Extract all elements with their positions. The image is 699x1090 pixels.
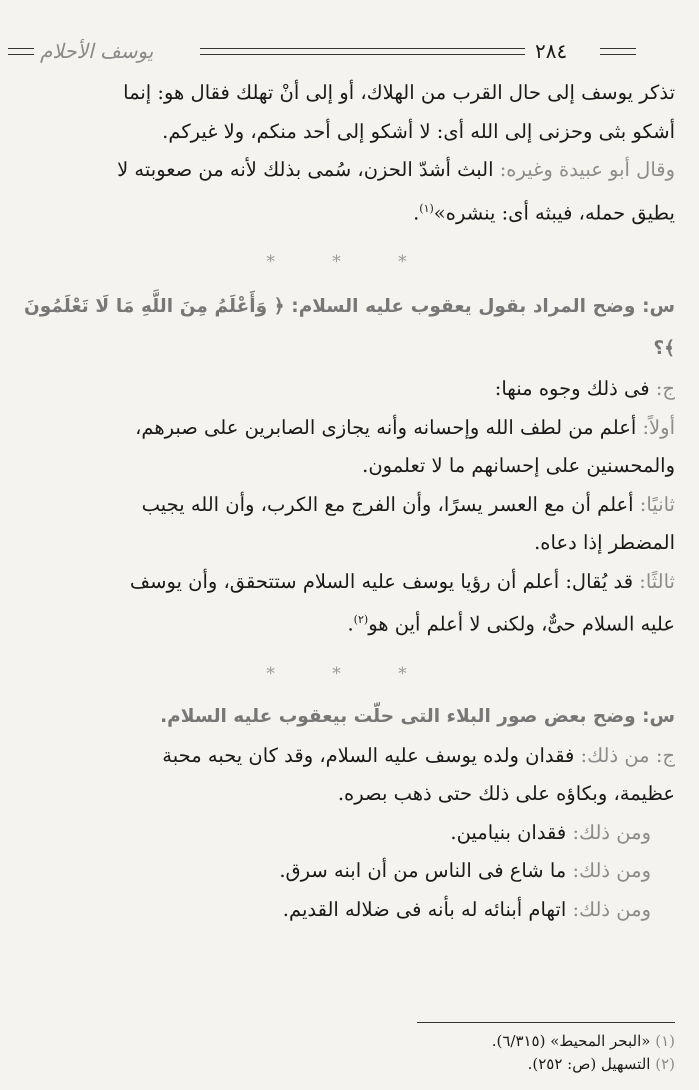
- page-header: [0, 36, 699, 66]
- answer-point-1: أولاً: أعلم من لطف الله وإحسانه وأنه يجازى الصابرين على صبرهم،: [135, 415, 675, 439]
- footnote: [24, 1030, 675, 1052]
- header-page-number: ٢٨٤: [535, 39, 568, 63]
- body-line: المضطر إذا دعاه.: [534, 531, 675, 554]
- question-heading: س: وضح المراد بقول يعقوب عليه السلام: ﴿ وَأَعْلَمُ مِنَ اللَّهِ مَا لَا تَعْلَمُونَ ﴾؟: [24, 296, 675, 359]
- list-item: ومن ذلك: ما شاع فى الناس من أن ابنه سرق.: [279, 859, 651, 882]
- list-item: ومن ذلك: فقدان بنيامين.: [450, 820, 651, 844]
- section-1: [24, 74, 675, 233]
- quote-attribution: وقال أبو عبيدة وغيره:: [499, 158, 675, 181]
- body-line: أشكو بثى وحزنى إلى الله أى: لا أشكو إلى أحد منكم، ولا غيركم.: [162, 119, 675, 143]
- quote-paragraph: [24, 151, 675, 190]
- section-separator: * * *: [266, 252, 433, 272]
- footnote-number: (١): [655, 1032, 675, 1050]
- header-rule-middle: [200, 48, 525, 55]
- list-item: ومن ذلك: اتهام أبنائه له بأنه فى ضلاله القديم.: [282, 897, 651, 921]
- body-line: تذكر يوسف إلى حال القرب من الهلاك، أو إلى أنْ تهلك فقال هو: إنما: [123, 81, 675, 104]
- body-line: يطيق حمله، فيبثه أى: ينشره»$^{(١)}$.: [413, 201, 675, 224]
- section-2: [24, 286, 675, 644]
- footnote-ref: (١): [419, 201, 434, 215]
- answer-point-2: ثانيًا: أعلم أن مع العسر يسرًا، وأن الفرج مع الكرب، وأن الله يجيب: [141, 492, 675, 516]
- body-line: عليه السلام حىٌّ، ولكنى لا أعلم أين هو$^{(٢)}$.: [347, 612, 675, 636]
- body-line: عظيمة، وبكاؤه على ذلك حتى ذهب بصره.: [337, 782, 675, 805]
- body-line: والمحسنين على إحسانهم ما لا تعلمون.: [362, 454, 675, 477]
- footnote-text: التسهيل (ص: ٢٥٢).: [527, 1055, 651, 1073]
- answer-paragraph: ج: من ذلك: فقدان ولده يوسف عليه السلام، وقد كان يحبه محبة: [162, 743, 675, 767]
- answer-point-3: ثالثًا: قد يُقال: أعلم أن رؤيا يوسف عليه السلام ستتحقق، وأن يوسف: [129, 569, 675, 593]
- footnote-text: «البحر المحيط» (٦/٣١٥).: [491, 1032, 651, 1050]
- header-rule-right: [600, 48, 636, 55]
- footnote-rule: [417, 1022, 675, 1023]
- footnote-number: (٢): [655, 1055, 675, 1073]
- header-book-title: يوسف الأحلام: [40, 39, 154, 63]
- quote-text: البث أشدّ الحزن، سُمى بذلك لأنه من صعوبته لا: [117, 158, 494, 181]
- header-rule-left: [8, 48, 34, 55]
- answer-intro: ج: فى ذلك وجوه منها:: [494, 377, 675, 400]
- footnote: [24, 1053, 675, 1075]
- section-3: [24, 698, 675, 929]
- footnote-ref: (٢): [353, 613, 369, 626]
- question-heading: س: وضح بعض صور البلاء التى حلّت بيعقوب عليه السلام.: [160, 706, 675, 727]
- section-separator: * * *: [266, 664, 433, 684]
